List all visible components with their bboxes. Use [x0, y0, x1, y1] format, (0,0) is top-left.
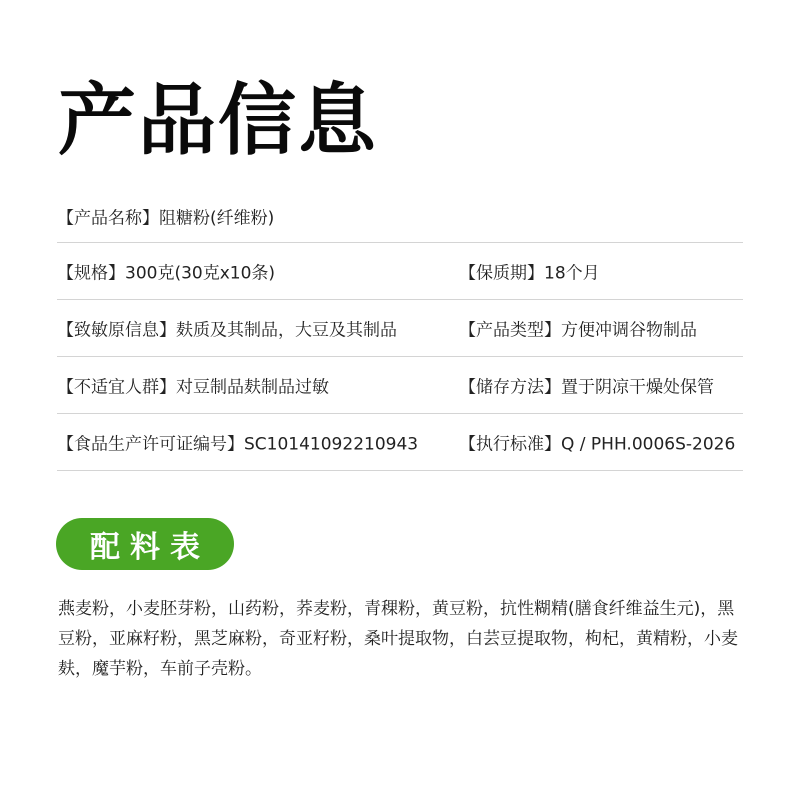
unsuitable-population: 【不适宜人群】对豆制品麸制品过敏: [57, 377, 329, 398]
specification: 【规格】300克(30克x10条): [57, 263, 276, 284]
storage-method: 【储存方法】置于阴凉干燥处保管: [459, 377, 714, 398]
executive-standard: 【执行标准】Q / PHH.0006S-2026: [459, 434, 736, 455]
info-row: [57, 243, 743, 300]
info-row: [57, 300, 743, 357]
allergen-info: 【致敏原信息】麸质及其制品，大豆及其制品: [57, 320, 397, 341]
product-type: 【产品类型】方便冲调谷物制品: [459, 320, 697, 341]
info-row: [57, 414, 743, 471]
page-title: 产品信息: [58, 76, 379, 166]
info-row: [57, 357, 743, 414]
ingredients-badge: [56, 518, 234, 570]
production-license: 【食品生产许可证编号】SC10141092210943: [57, 434, 419, 455]
shelf-life: 【保质期】18个月: [459, 263, 600, 284]
product-name: 【产品名称】阻糖粉(纤维粉): [57, 208, 275, 228]
info-row: [57, 189, 743, 243]
product-info-table: [57, 189, 743, 471]
ingredients-list: 燕麦粉，小麦胚芽粉，山药粉，荞麦粉，青稞粉，黄豆粉，抗性糊精(膳食纤维益生元)，黑豆粉，亚麻籽粉，黑芝麻粉，奇亚籽粉，桑叶提取物，白芸豆提取物，枸杞，黄精粉，小麦麸，魔芋粉，车前子壳粉。: [58, 599, 738, 679]
ingredients-badge-label: 配料表: [90, 530, 210, 565]
